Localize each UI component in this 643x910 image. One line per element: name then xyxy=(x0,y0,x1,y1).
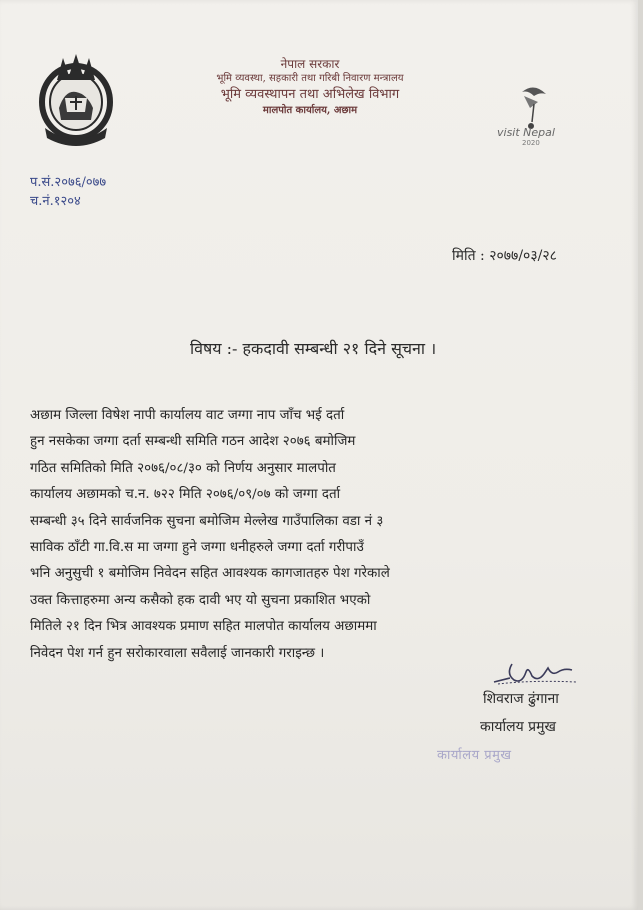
header-department: भूमि व्यवस्थापन तथा अभिलेख विभाग xyxy=(220,87,400,102)
notice-body xyxy=(30,403,620,667)
handwritten-signature xyxy=(492,660,580,688)
body-line: मितिले २१ दिन भित्र आवश्यक प्रमाण सहित मालपोत कार्यालय अछाममा xyxy=(30,619,377,635)
chalani-number: च.नं.१२०४ xyxy=(30,194,81,209)
visit-nepal-text: visit Nepal xyxy=(497,126,555,139)
header-ministry: भूमि व्यवस्था, सहकारी तथा गरिबी निवारण मन्त्रालय xyxy=(216,73,404,84)
visit-nepal-year: 2020 xyxy=(522,139,540,147)
patra-sankhya: प.सं.२०७६/०७७ xyxy=(30,175,107,190)
body-line: कार्यालय अछामको च.न. ७२२ मिति २०७६/०९/०७ को जग्गा दर्ता xyxy=(30,487,341,503)
body-line: उक्त कित्ताहरुमा अन्य कसैको हक दावी भए यो सुचना प्रकाशित भएको xyxy=(30,592,371,608)
nepal-government-emblem-icon xyxy=(35,50,117,148)
body-line: सम्बन्धी ३५ दिने सार्वजनिक सुचना बमोजिम मेल्लेख गाउँपालिका वडा नं ३ xyxy=(30,513,384,529)
office-letterhead xyxy=(150,56,470,118)
header-government: नेपाल सरकार xyxy=(280,57,340,71)
letter-subject: विषय :- हकदावी सम्बन्धी २१ दिने सूचना । xyxy=(190,339,437,358)
header-office: मालपोत कार्यालय, अछाम xyxy=(262,105,358,116)
body-line: हुन नसकेका जग्गा दर्ता सम्बन्धी समिति गठन आदेश २०७६ बमोजिम xyxy=(30,434,356,450)
office-stamp: कार्यालय प्रमुख xyxy=(437,748,512,763)
letter-date: मिति : २०७७/०३/२८ xyxy=(452,248,557,264)
reference-block xyxy=(30,173,106,211)
body-line: साविक ठाँटी गा.वि.स मा जग्गा हुने जग्गा धनीहरुले जग्गा दर्ता गरीपाउँ xyxy=(30,540,364,556)
body-line: गठित समितिको मिति २०७६/०८/३० को निर्णय अनुसार मालपोत xyxy=(30,460,336,476)
body-line: भनि अनुसुची १ बमोजिम निवेदन सहित आवश्यक कागजातहरु पेश गरेकाले xyxy=(30,566,390,582)
body-line: निवेदन पेश गर्न हुन सरोकारवाला सवैलाई जानकारी गराइन्छ । xyxy=(30,645,325,661)
signatory-title: कार्यालय प्रमुख xyxy=(480,719,556,735)
body-line: अछाम जिल्ला विषेश नापी कार्यालय वाट जग्गा नाप जाँच भई दर्ता xyxy=(30,408,345,423)
signatory-name: शिवराज ढुंगाना xyxy=(483,691,559,707)
